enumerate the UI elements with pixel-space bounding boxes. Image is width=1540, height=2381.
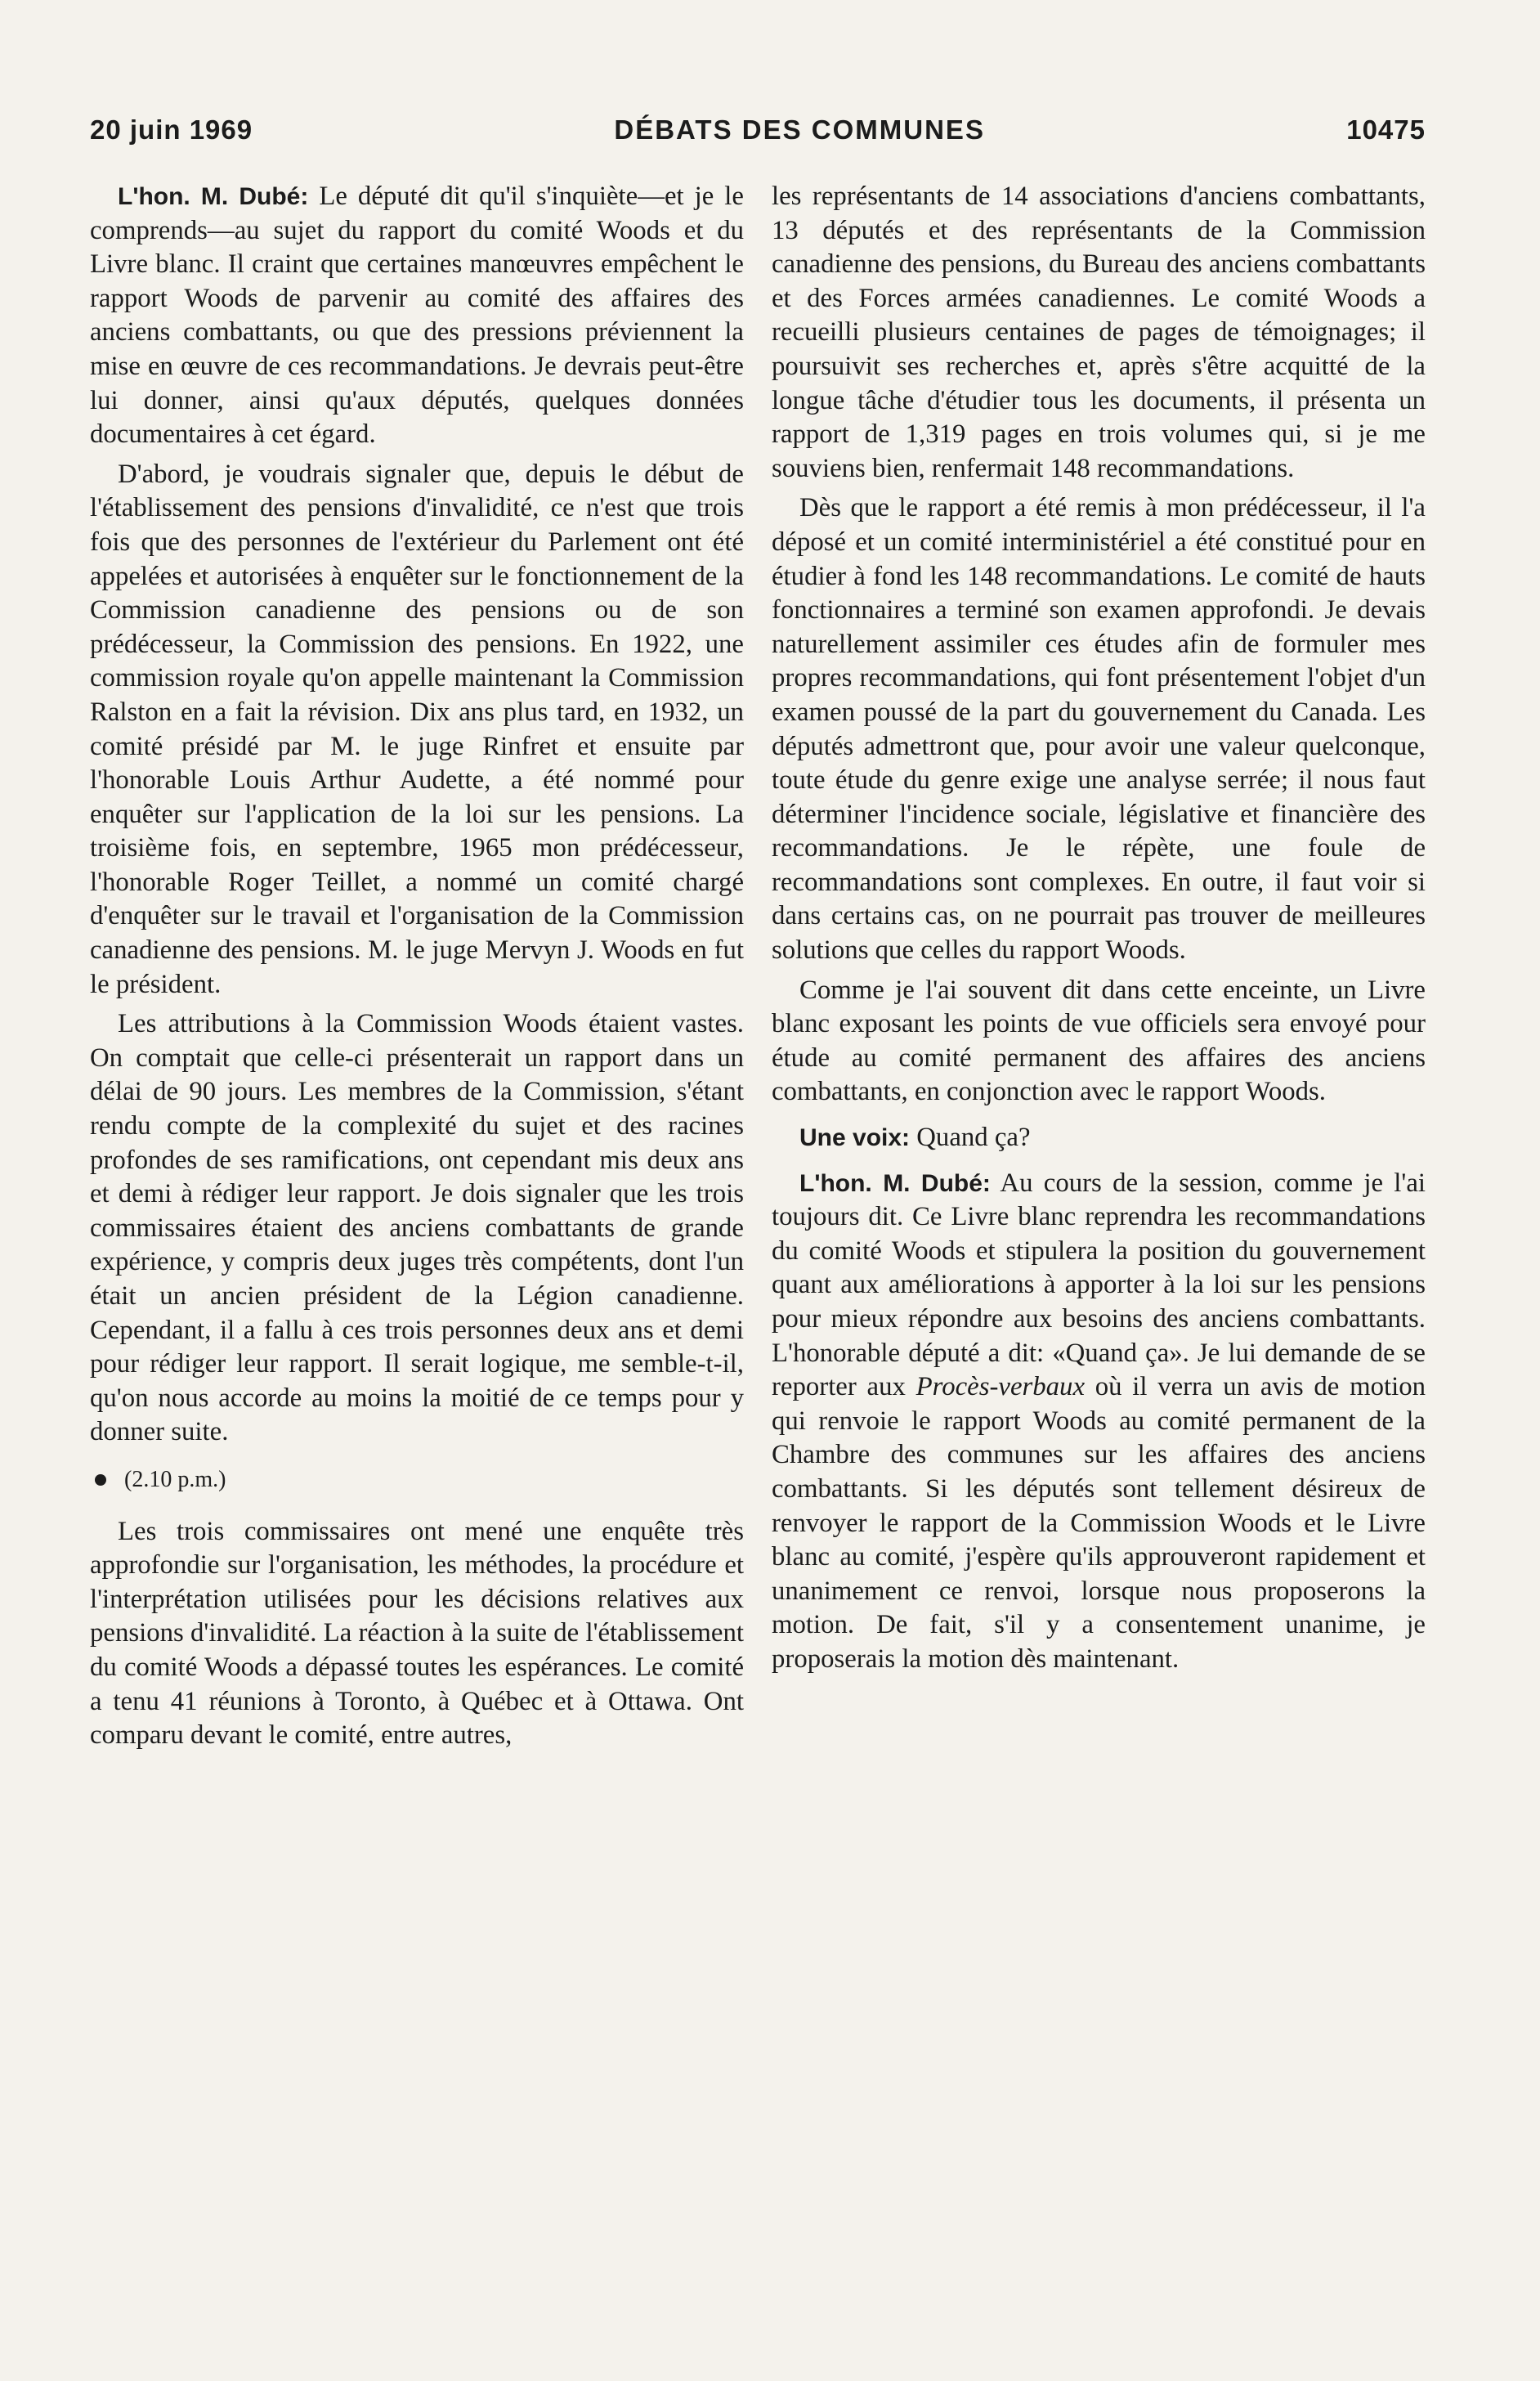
paragraph: Comme je l'ai souvent dit dans cette enceinte, un Livre blanc exposant les points de vue officiels sera envoyé pour étude au comité permanent des affaires des anciens combattants, en conjonction avec le rapport Woods. <box>772 975 1426 1107</box>
left-column <box>90 180 744 1759</box>
header-title: DÉBATS DES COMMUNES <box>614 114 985 145</box>
paragraph: Les attributions à la Commission Woods étaient vastes. On comptait que celle-ci présenterait un rapport dans un délai de 90 jours. Les membres de la Commission, s'étant rendu compte de la complexité du sujet et des racines profondes de ses ramifications, ont cependant mis deux ans et demi à rédiger leur rapport. Je dois signaler que les trois commissaires étaient des anciens combattants de grande expérience, y compris deux juges très compétents, dont l'un était un ancien président de la Légion canadienne. Cependant, il a fallu à ces trois personnes deux ans et demi pour rédiger leur rapport. Il serait logique, me semble-t-il, qu'on nous accorde au moins la moitié de ce temps pour y donner suite. <box>90 1009 744 1447</box>
paragraph <box>90 180 744 452</box>
header-page-number: 10475 <box>1346 114 1426 145</box>
paragraph-text: où il verra un avis de motion qui renvoie le rapport Woods au comité permanent de la Chambre des communes sur les affaires des anciens combattants. Si les députés sont tellement désireux de renvoyer le rapport de la Commission Woods et le Livre blanc au comité, j'espère qu'ils approuveront rapidement et unanimement ce renvoi, lorsque nous proposerons la motion. De fait, s'il y a consentement unanime, je proposerais la motion dès maintenant. <box>772 1372 1426 1674</box>
timestamp-text: (2.10 p.m.) <box>124 1466 226 1492</box>
header-date: 20 juin 1969 <box>90 114 253 145</box>
paragraph-text: Le député dit qu'il s'inquiète—et je le comprends—au sujet du rapport du comité Woods et du Livre blanc. Il craint que certaines manœuvres empêchent le rapport Woods de parvenir au comité des affaires des anciens combattants, ou que des pressions préviennent la mise en œuvre de ces recommandations. Je devrais peut-être lui donner, ainsi qu'aux députés, quelques données documentaires à cet égard. <box>90 182 744 450</box>
paragraph: Les trois commissaires ont mené une enquête très approfondie sur l'organisation, les méthodes, la procédure et l'interprétation utilisées pour les décisions relatives aux pensions d'invalidité. La réaction à la suite de l'établissement du comité Woods a dépassé toutes les espérances. Le comité a tenu 41 réunions à Toronto, à Québec et à Ottawa. Ont comparu devant le comité, entre autres, <box>90 1516 744 1751</box>
paragraph: les représentants de 14 associations d'anciens combattants, 13 députés et des représentants de la Commission canadienne des pensions, du Bureau des anciens combattants et des Forces armées canadiennes. Le comité Woods a recueilli plusieurs centaines de pages de témoignages; il poursuivit ses recherches et, après s'être acquitté de la longue tâche d'étudier tous les documents, il présenta un rapport de 1,319 pages en trois volumes qui, si je me souviens bien, renfermait 148 recommandations. <box>772 182 1426 483</box>
speaker-name: Une voix: <box>799 1124 911 1152</box>
timestamp <box>90 1463 744 1497</box>
paragraph: D'abord, je voudrais signaler que, depuis le début de l'établissement des pensions d'invalidité, ce n'est que trois fois que des personnes de l'extérieur du Parlement ont été appelées et autorisées à enquêter sur le fonctionnement de la Commission canadienne des pensions ou de son prédécesseur, la Commission des pensions. En 1922, une commission royale qu'on appelle maintenant la Commission Ralston en a fait la révision. Dix ans plus tard, en 1932, un comité présidé par M. le juge Rinfret et ensuite par l'honorable Louis Arthur Audette, a été nommé pour enquêter sur l'application de la loi sur les pensions. La troisième fois, en septembre, 1965 mon prédécesseur, l'honorable Roger Teillet, a nommé un comité chargé d'enquêter sur le travail et l'organisation de la Commission canadienne des pensions. M. le juge Mervyn J. Woods en fut le président. <box>90 459 744 999</box>
speaker-name: L'hon. M. Dubé: <box>118 183 309 210</box>
paragraph <box>772 1121 1426 1155</box>
paragraph: Dès que le rapport a été remis à mon prédécesseur, il l'a déposé et un comité interministériel a été constitué pour en étudier à fond les 148 recommandations. Le comité de hauts fonctionnaires a terminé son examen approfondi. Je devais naturellement assimiler ces études afin de formuler mes propres recommandations, qui font présentement l'objet d'un examen poussé de la part du gouvernement du Canada. Les députés admettront que, pour avoir une valeur quelconque, toute étude du genre exige une analyse serrée; il nous faut déterminer l'incidence sociale, législative et financière des recommandations. Je le répète, une foule de recommandations sont complexes. En outre, il faut voir si dans certains cas, on ne pourrait pas trouver de meilleures solutions que celles du rapport Woods. <box>772 493 1426 966</box>
page-header <box>90 114 1426 146</box>
right-column <box>772 180 1426 1759</box>
italic-reference: Procès-verbaux <box>915 1372 1086 1402</box>
bullet-icon <box>95 1474 106 1486</box>
paragraph <box>772 1167 1426 1677</box>
text-columns <box>90 180 1426 1759</box>
paragraph-text: Quand ça? <box>910 1123 1031 1153</box>
speaker-name: L'hon. M. Dubé: <box>799 1169 991 1197</box>
paragraph-text: Au cours de la session, comme je l'ai toujours dit. Ce Livre blanc reprendra les recommandations du comité Woods et stipulera la position du gouvernement quant aux améliorations à apporter à la loi sur les pensions pour mieux répondre aux besoins des anciens combattants. L'honorable député a dit: «Quand ça». Je lui demande de se reporter aux <box>772 1168 1426 1402</box>
